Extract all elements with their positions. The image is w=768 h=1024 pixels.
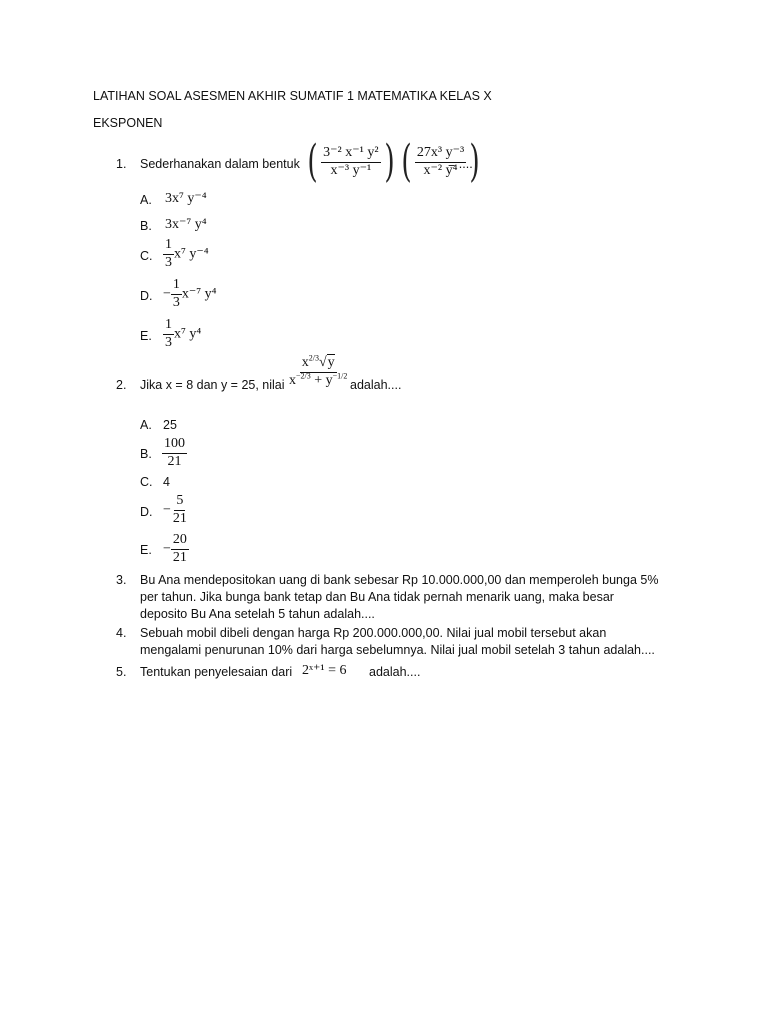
q1-option-a-label: A. [140, 193, 152, 207]
question-5-text: Tentukan penyelesaian dari [140, 665, 293, 679]
q2-option-a-label: A. [140, 418, 152, 432]
q1-fraction-2-numerator: 27x³ y⁻³ [415, 146, 466, 163]
question-4-number: 4. [116, 626, 127, 640]
q1-option-d: − $\frac{1}{3}$ x⁻⁷ y⁴ [163, 277, 217, 310]
question-4-line-1: Sebuah mobil dibeli dengan harga Rp 200.000.000,00. Nilai jual mobil tersebut akan [140, 626, 607, 640]
question-3-line-3: deposito Bu Ana setelah 5 tahun adalah.... [140, 607, 375, 621]
topic-heading: EKSPONEN [93, 116, 163, 130]
question-1-suffix: = .... [448, 157, 473, 171]
q2-option-d: − $\frac{5}{21}$ [163, 493, 187, 526]
question-1-expression: ( $\frac{\text{3⁻² x⁻¹ y²}}{\text{x⁻³ y⁻¹}}$ ) ( $\frac{\text{27x³ y⁻³}}{\text{x⁻² y⁴}}$ ) [307, 136, 480, 187]
q1-fraction-2-denominator: x⁻² y⁴ [423, 162, 458, 178]
question-5-suffix: adalah.... [369, 665, 421, 679]
q1-option-b: 3x⁻⁷ y⁴ [165, 217, 207, 232]
q2-option-a: 25 [163, 418, 177, 432]
question-5-equation: 2ˣ⁺¹ = 6 [302, 663, 347, 678]
q2-option-c-label: C. [140, 475, 153, 489]
q1-option-d-label: D. [140, 289, 153, 303]
question-4-line-2: mengalami penurunan 10% dari harga sebelumnya. Nilai jual mobil setelah 3 tahun adalah.... [140, 643, 655, 657]
question-3-line-2: per tahun. Jika bunga bank tetap dan Bu Ana tidak pernah menarik uang, maka besar [140, 590, 614, 604]
q2-option-b-label: B. [140, 447, 152, 461]
question-3-number: 3. [116, 573, 127, 587]
question-2-suffix: adalah.... [350, 378, 402, 392]
q2-option-e-label: E. [140, 543, 152, 557]
question-2-number: 2. [116, 378, 127, 392]
question-5-number: 5. [116, 665, 127, 679]
q2-option-b: $\frac{100}{21}$ [164, 436, 185, 469]
q1-fraction-1-numerator: 3⁻² x⁻¹ y² [321, 146, 380, 163]
q1-option-c: $\frac{1}{3}$ x⁷ y⁻⁴ [165, 237, 209, 270]
question-2-text: Jika x = 8 dan y = 25, nilai [140, 378, 285, 392]
q2-option-d-label: D. [140, 505, 153, 519]
q1-option-e: $\frac{1}{3}$ x⁷ y⁴ [165, 317, 202, 350]
q2-option-c: 4 [163, 475, 170, 489]
question-3-line-1: Bu Ana mendepositokan uang di bank sebesar Rp 10.000.000,00 dan memperoleh bunga 5% [140, 573, 659, 587]
document-title: LATIHAN SOAL ASESMEN AKHIR SUMATIF 1 MATEMATIKA KELAS X [93, 89, 492, 103]
q1-option-e-label: E. [140, 329, 152, 343]
q1-fraction-1-denominator: x⁻³ y⁻¹ [330, 162, 372, 178]
q2-option-e: − $\frac{20}{21}$ [163, 532, 187, 565]
question-1-number: 1. [116, 157, 127, 171]
q1-option-a: 3x⁷ y⁻⁴ [165, 191, 207, 206]
q1-option-c-label: C. [140, 249, 153, 263]
question-2-expression: $\frac{x^{2/3}√y}{x^{-2/3} + y^{-1/2}}$ [289, 353, 348, 388]
question-1-text: Sederhanakan dalam bentuk [140, 157, 300, 171]
q1-option-b-label: B. [140, 219, 152, 233]
